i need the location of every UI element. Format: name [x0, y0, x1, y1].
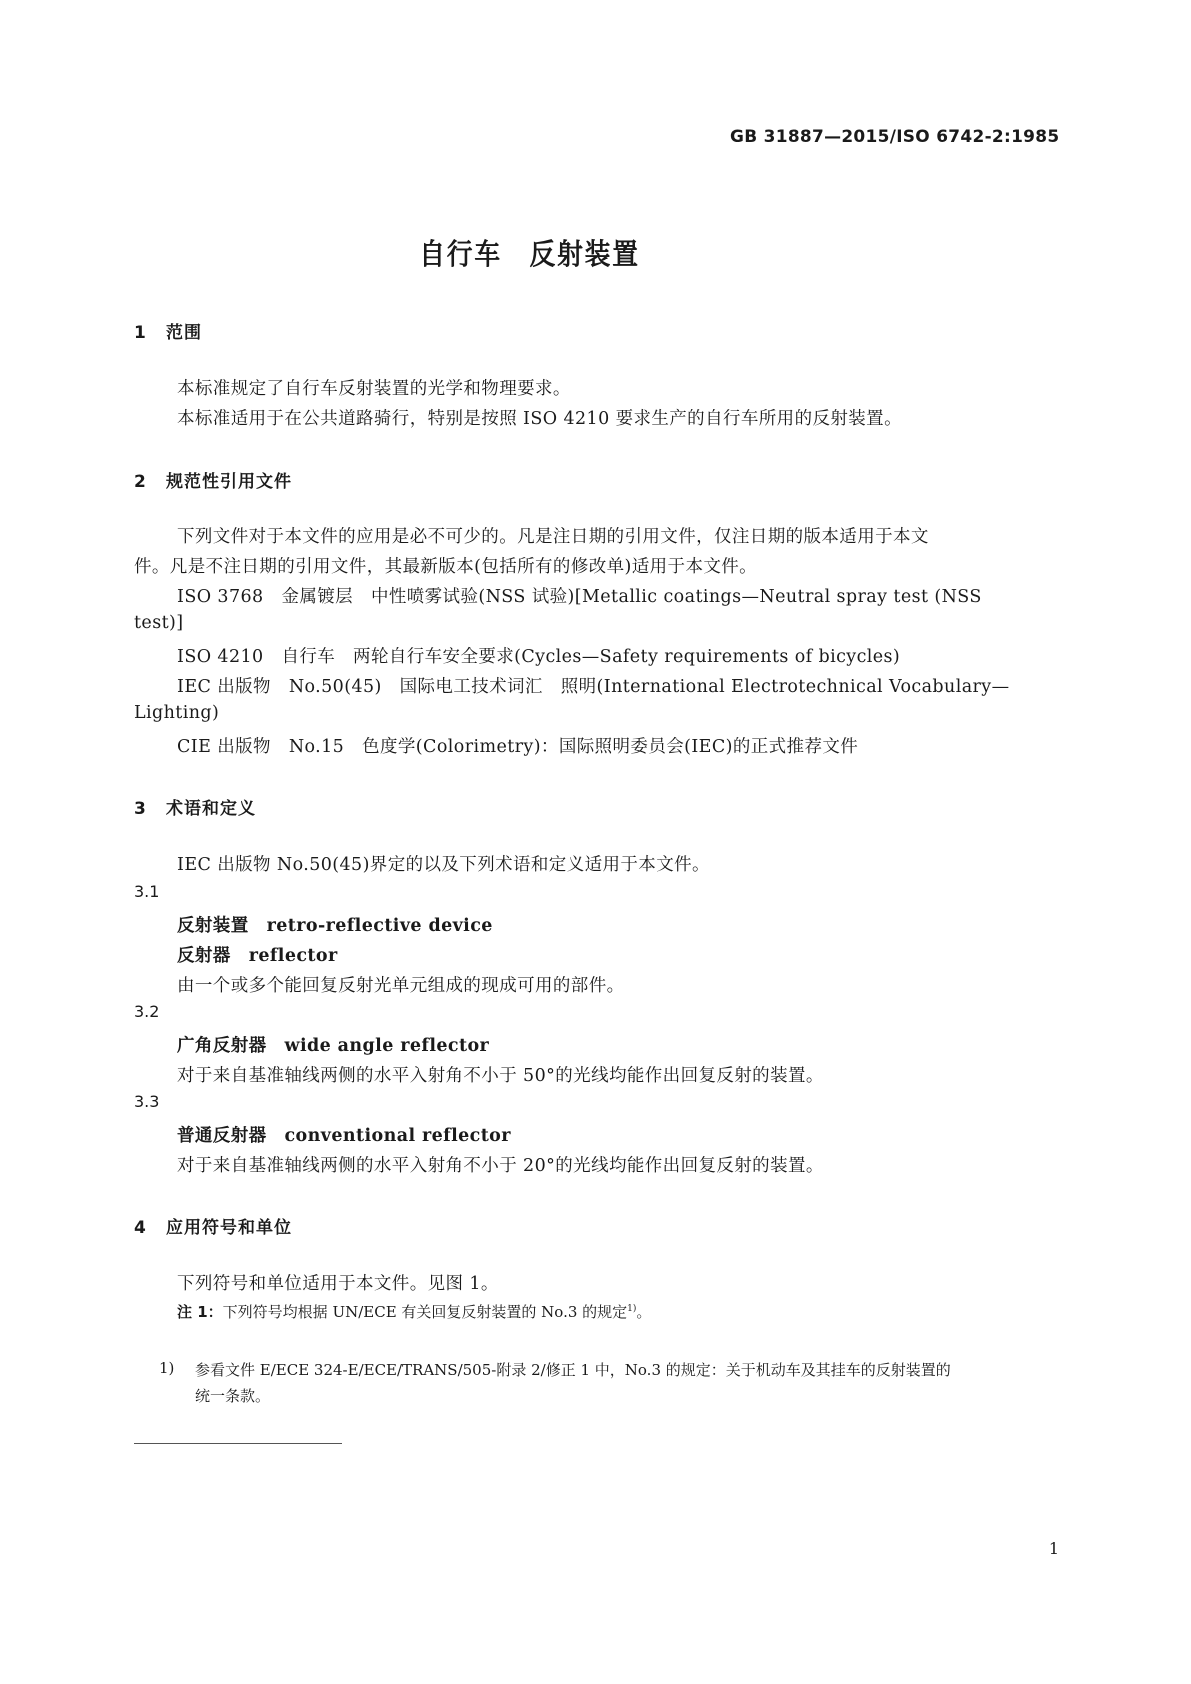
term-zh: 反射器: [177, 946, 231, 966]
note-1: [177, 1301, 651, 1322]
reference-iec-50-line-2: Lighting): [134, 703, 220, 723]
section-3-heading: [134, 794, 256, 819]
term-en: conventional reflector: [284, 1126, 511, 1146]
section-2-intro-line-2: 件。凡是不注日期的引用文件，其最新版本(包括所有的修改单)适用于本文件。: [134, 557, 758, 577]
clause-3-3-definition: 对于来自基准轴线两侧的水平入射角不小于 20°的光线均能作出回复反射的装置。: [177, 1156, 824, 1176]
section-3-intro: IEC 出版物 No.50(45)界定的以及下列术语和定义适用于本文件。: [177, 855, 710, 875]
clause-3-1-number: 3.1: [134, 882, 160, 901]
footnote-reference: 1): [627, 1304, 637, 1314]
section-number: 1: [134, 323, 147, 343]
section-1-heading: [134, 318, 202, 343]
term-en: wide angle reflector: [284, 1036, 490, 1056]
reference-iso-4210: ISO 4210 自行车 两轮自行车安全要求(Cycles—Safety requirements of bicycles): [177, 647, 901, 667]
term-zh: 普通反射器: [177, 1126, 267, 1146]
section-title: 规范性引用文件: [166, 472, 292, 492]
section-title: 应用符号和单位: [166, 1218, 292, 1238]
document-title: 自行车 反射装置: [419, 237, 640, 271]
clause-3-2-definition: 对于来自基准轴线两侧的水平入射角不小于 50°的光线均能作出回复反射的装置。: [177, 1066, 824, 1086]
footnote-separator: [134, 1443, 342, 1444]
section-title: 术语和定义: [166, 799, 256, 819]
term-en: retro-reflective device: [266, 916, 493, 936]
footnote-line-1: 参看文件 E/ECE 324-E/ECE/TRANS/505-附录 2/修正 1 中，No.3 的规定：关于机动车及其挂车的反射装置的: [195, 1361, 951, 1379]
reference-cie-15: CIE 出版物 No.15 色度学(Colorimetry)：国际照明委员会(IEC)的正式推荐文件: [177, 737, 859, 757]
reference-iec-50-line-1: IEC 出版物 No.50(45) 国际电工技术词汇 照明(International Electrotechnical Vocabulary—: [177, 677, 1010, 697]
section-1-paragraph-2: 本标准适用于在公共道路骑行，特别是按照 ISO 4210 要求生产的自行车所用的反射装置。: [177, 409, 902, 429]
note-label: 注 1：: [177, 1303, 223, 1321]
term-reflector: [177, 942, 338, 967]
section-2-intro-line-1: 下列文件对于本文件的应用是必不可少的。凡是注日期的引用文件，仅注日期的版本适用于本文: [177, 527, 929, 547]
reference-iso-3768-line-1: ISO 3768 金属镀层 中性喷雾试验(NSS 试验)[Metallic coatings—Neutral spray test (NSS: [177, 587, 982, 607]
standard-code: GB 31887—2015/ISO 6742-2:1985: [729, 127, 1060, 147]
reference-iso-3768-line-2: test)]: [134, 613, 184, 633]
term-retro-reflective-device: [177, 912, 493, 937]
clause-3-2-number: 3.2: [134, 1002, 160, 1021]
section-number: 2: [134, 472, 147, 492]
term-zh: 反射装置: [177, 916, 249, 936]
section-number: 4: [134, 1218, 147, 1238]
page-number: 1: [1048, 1539, 1059, 1558]
note-text: 下列符号均根据 UN/ECE 有关回复反射装置的 No.3 的规定: [222, 1303, 628, 1321]
term-conventional-reflector: [177, 1122, 511, 1147]
section-title: 范围: [166, 323, 202, 343]
term-en: reflector: [248, 946, 338, 966]
note-end: 。: [636, 1303, 652, 1321]
section-4-paragraph: 下列符号和单位适用于本文件。见图 1。: [177, 1274, 499, 1294]
section-2-heading: [134, 467, 292, 492]
section-1-paragraph-1: 本标准规定了自行车反射装置的光学和物理要求。: [177, 379, 571, 399]
footnote-marker: 1): [159, 1359, 175, 1377]
clause-3-1-definition: 由一个或多个能回复反射光单元组成的现成可用的部件。: [177, 976, 625, 996]
section-number: 3: [134, 799, 147, 819]
section-4-heading: [134, 1213, 292, 1238]
clause-3-3-number: 3.3: [134, 1092, 160, 1111]
term-zh: 广角反射器: [177, 1036, 267, 1056]
term-wide-angle-reflector: [177, 1032, 489, 1057]
footnote-line-2: 统一条款。: [195, 1387, 271, 1405]
